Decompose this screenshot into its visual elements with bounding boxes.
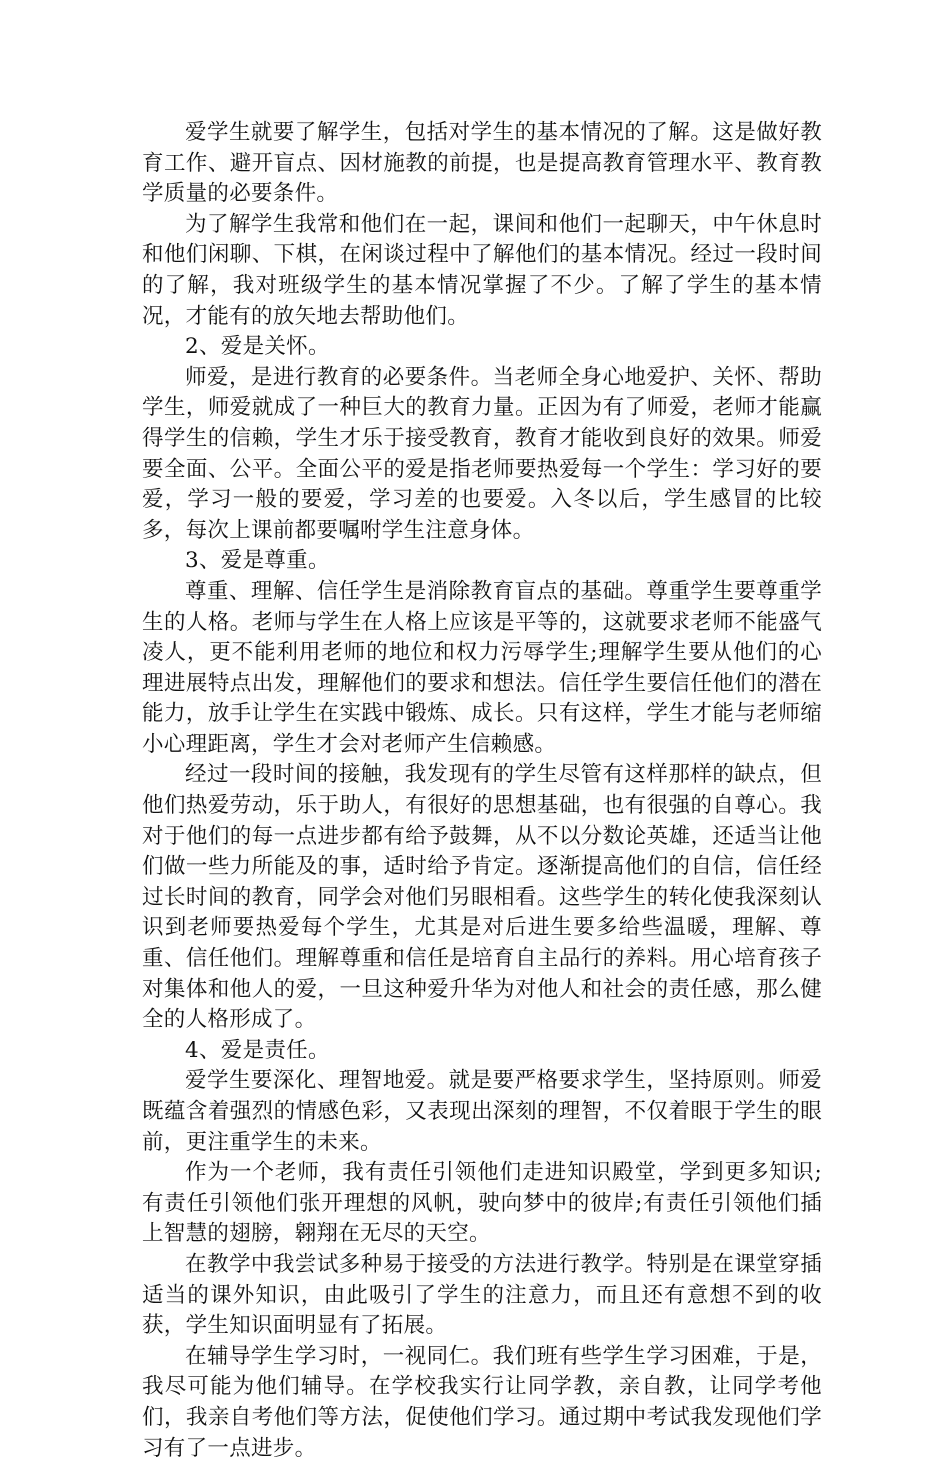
section-heading-respect: 3、爱是尊重。 xyxy=(185,548,330,574)
paragraph-teacher-love: 师爱，是进行教育的必要条件。当老师全身心地爱护、关怀、帮助学生，师爱就成了一种巨大的教育力量。正因为有了师爱，老师才能赢得学生的信赖，学生才乐于接受教育，教育才能收到良好的效果。师爱要全面、公平。全面公平的爱是指老师要热爱每一个学生：学习好的要爱，学习一般的要爱，学习差的也要爱。入冬以后，学生感冒的比较多，每次上课前都要嘱咐学生注意身体。 xyxy=(142,364,822,543)
paragraph-teaching-methods: 在教学中我尝试多种易于接受的方法进行教学。特别是在课堂穿插适当的课外知识，由此吸引了学生的注意力，而且还有意想不到的收获，学生知识面明显有了拓展。 xyxy=(142,1251,822,1339)
paragraph-understanding-students: 爱学生就要了解学生，包括对学生的基本情况的了解。这是做好教育工作、避开盲点、因材施教的前提，也是提高教育管理水平、教育教学质量的必要条件。 xyxy=(142,120,822,207)
paragraph-rational-love: 爱学生要深化、理智地爱。就是要严格要求学生，坚持原则。师爱既蕴含着强烈的情感色彩，又表现出深刻的理智，不仅着眼于学生的眼前，更注重学生的未来。 xyxy=(142,1068,822,1155)
paragraph-spending-time: 为了解学生我常和他们在一起，课间和他们一起聊天，中午休息时和他们闲聊、下棋，在闲谈过程中了解他们的基本情况。经过一段时间的了解，我对班级学生的基本情况掌握了不少。了解了学生的基本情况，才能有的放矢地去帮助他们。 xyxy=(142,211,822,329)
section-heading-care: 2、爱是关怀。 xyxy=(185,334,330,360)
paragraph-after-contact: 经过一段时间的接触，我发现有的学生尽管有这样那样的缺点，但他们热爱劳动，乐于助人，有很好的思想基础，也有很强的自尊心。我对于他们的每一点进步都有给予鼓舞，从不以分数论英雄，还适当让他们做一些力所能及的事，适时给予肯定。逐渐提高他们的自信，信任经过长时间的教育，同学会对他们另眼相看。这些学生的转化使我深刻认识到老师要热爱每个学生，尤其是对后进生要多给些温暖，理解、尊重、信任他们。理解尊重和信任是培育自主品行的养料。用心培育孩子对集体和他人的爱，一旦这种爱升华为对他人和社会的责任感，那么健全的人格形成了。 xyxy=(142,762,822,1033)
paragraph-respect-trust: 尊重、理解、信任学生是消除教育盲点的基础。尊重学生要尊重学生的人格。老师与学生在人格上应该是平等的，这就要求老师不能盛气凌人，更不能利用老师的地位和权力污辱学生;理解学生要从他们的心理进展特点出发，理解他们的要求和想法。信任学生要信任他们的潜在能力，放手让学生在实践中锻炼、成长。只有这样，学生才能与老师缩小心理距离，学生才会对老师产生信赖感。 xyxy=(142,578,822,757)
paragraph-as-a-teacher: 作为一个老师，我有责任引领他们走进知识殿堂，学到更多知识;有责任引领他们张开理想的风帆，驶向梦中的彼岸;有责任引领他们插上智慧的翅膀，翱翔在无尽的天空。 xyxy=(142,1160,822,1247)
section-heading-responsibility: 4、爱是责任。 xyxy=(185,1037,330,1063)
paragraph-tutoring: 在辅导学生学习时，一视同仁。我们班有些学生学习困难，于是，我尽可能为他们辅导。在学校我实行让同学教，亲自教，让同学考他们，我亲自考他们等方法，促使他们学习。通过期中考试我发现他们学习有了一点进步。 xyxy=(142,1343,822,1461)
document-body xyxy=(142,118,822,1464)
